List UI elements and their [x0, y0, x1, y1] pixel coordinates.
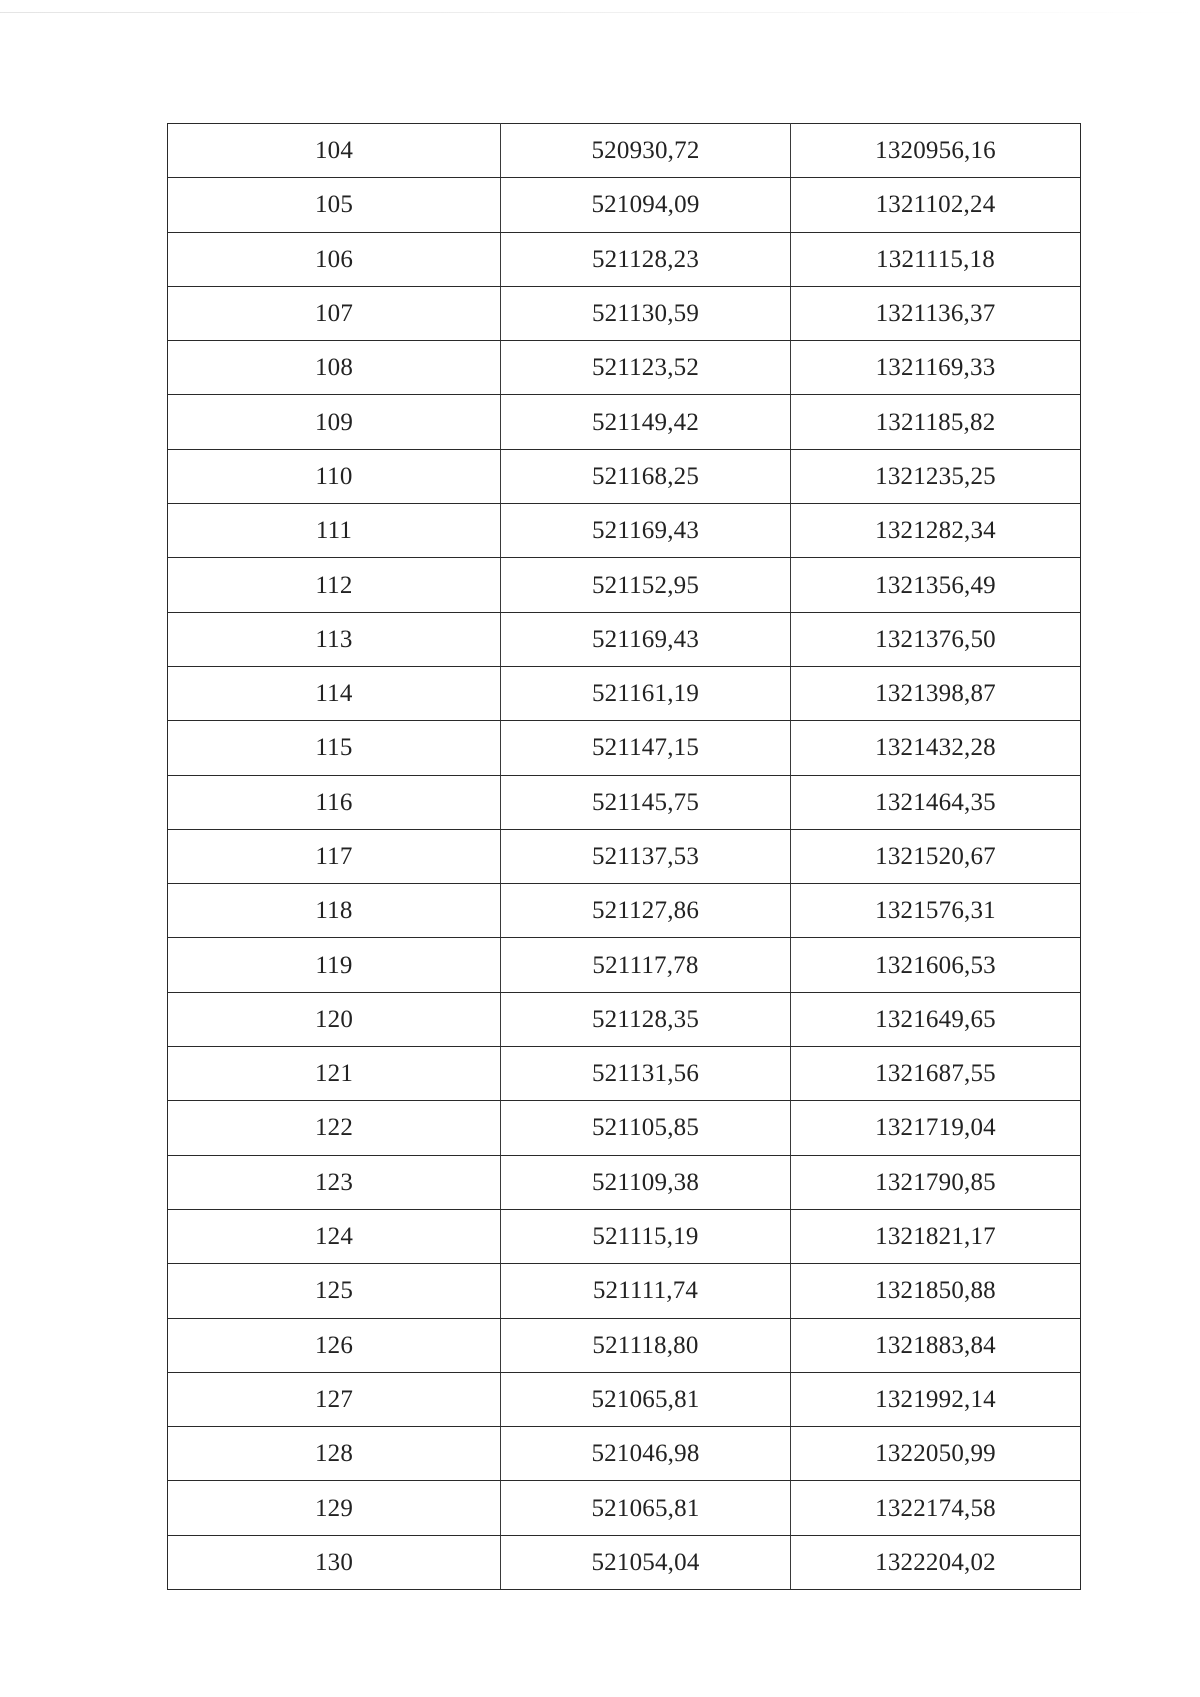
point-number-cell: 119 [168, 938, 501, 992]
point-number-cell: 118 [168, 884, 501, 938]
point-number-cell: 105 [168, 178, 501, 232]
x-coordinate-cell: 521111,74 [501, 1264, 791, 1318]
table-row [168, 178, 1081, 232]
x-coordinate-cell: 521145,75 [501, 775, 791, 829]
x-coordinate-cell: 521130,59 [501, 286, 791, 340]
point-number-cell: 123 [168, 1155, 501, 1209]
point-number-cell: 111 [168, 504, 501, 558]
y-coordinate-cell: 1322204,02 [791, 1535, 1081, 1589]
x-coordinate-cell: 521168,25 [501, 449, 791, 503]
coordinates-table-body [168, 124, 1081, 1590]
point-number-cell: 130 [168, 1535, 501, 1589]
x-coordinate-cell: 521169,43 [501, 612, 791, 666]
x-coordinate-cell: 521054,04 [501, 1535, 791, 1589]
table-row [168, 612, 1081, 666]
y-coordinate-cell: 1321850,88 [791, 1264, 1081, 1318]
y-coordinate-cell: 1321821,17 [791, 1209, 1081, 1263]
point-number-cell: 104 [168, 124, 501, 178]
table-row [168, 1427, 1081, 1481]
y-coordinate-cell: 1320956,16 [791, 124, 1081, 178]
point-number-cell: 114 [168, 666, 501, 720]
point-number-cell: 122 [168, 1101, 501, 1155]
table-row [168, 1155, 1081, 1209]
x-coordinate-cell: 521127,86 [501, 884, 791, 938]
point-number-cell: 124 [168, 1209, 501, 1263]
table-row [168, 666, 1081, 720]
y-coordinate-cell: 1321398,87 [791, 666, 1081, 720]
point-number-cell: 120 [168, 992, 501, 1046]
x-coordinate-cell: 521161,19 [501, 666, 791, 720]
table-row [168, 286, 1081, 340]
point-number-cell: 108 [168, 341, 501, 395]
y-coordinate-cell: 1321356,49 [791, 558, 1081, 612]
point-number-cell: 106 [168, 232, 501, 286]
scan-edge-line [0, 12, 1200, 13]
x-coordinate-cell: 521065,81 [501, 1372, 791, 1426]
x-coordinate-cell: 521147,15 [501, 721, 791, 775]
coordinates-table [167, 123, 1081, 1590]
point-number-cell: 125 [168, 1264, 501, 1318]
y-coordinate-cell: 1322050,99 [791, 1427, 1081, 1481]
table-row [168, 938, 1081, 992]
table-row [168, 124, 1081, 178]
table-row [168, 232, 1081, 286]
point-number-cell: 117 [168, 829, 501, 883]
x-coordinate-cell: 521065,81 [501, 1481, 791, 1535]
table-row [168, 1047, 1081, 1101]
x-coordinate-cell: 521115,19 [501, 1209, 791, 1263]
point-number-cell: 113 [168, 612, 501, 666]
point-number-cell: 107 [168, 286, 501, 340]
table-row [168, 829, 1081, 883]
x-coordinate-cell: 521118,80 [501, 1318, 791, 1372]
table-row [168, 504, 1081, 558]
y-coordinate-cell: 1321883,84 [791, 1318, 1081, 1372]
table-row [168, 775, 1081, 829]
point-number-cell: 115 [168, 721, 501, 775]
y-coordinate-cell: 1321235,25 [791, 449, 1081, 503]
y-coordinate-cell: 1321719,04 [791, 1101, 1081, 1155]
table-row [168, 1264, 1081, 1318]
table-row [168, 1535, 1081, 1589]
table-row [168, 1318, 1081, 1372]
point-number-cell: 116 [168, 775, 501, 829]
x-coordinate-cell: 520930,72 [501, 124, 791, 178]
y-coordinate-cell: 1321576,31 [791, 884, 1081, 938]
point-number-cell: 112 [168, 558, 501, 612]
table-row [168, 449, 1081, 503]
y-coordinate-cell: 1321520,67 [791, 829, 1081, 883]
y-coordinate-cell: 1321464,35 [791, 775, 1081, 829]
y-coordinate-cell: 1321115,18 [791, 232, 1081, 286]
point-number-cell: 109 [168, 395, 501, 449]
x-coordinate-cell: 521046,98 [501, 1427, 791, 1481]
point-number-cell: 110 [168, 449, 501, 503]
y-coordinate-cell: 1321169,33 [791, 341, 1081, 395]
x-coordinate-cell: 521149,42 [501, 395, 791, 449]
y-coordinate-cell: 1321687,55 [791, 1047, 1081, 1101]
table-row [168, 721, 1081, 775]
y-coordinate-cell: 1321102,24 [791, 178, 1081, 232]
x-coordinate-cell: 521109,38 [501, 1155, 791, 1209]
y-coordinate-cell: 1321790,85 [791, 1155, 1081, 1209]
table-row [168, 884, 1081, 938]
point-number-cell: 127 [168, 1372, 501, 1426]
x-coordinate-cell: 521123,52 [501, 341, 791, 395]
y-coordinate-cell: 1321376,50 [791, 612, 1081, 666]
y-coordinate-cell: 1321432,28 [791, 721, 1081, 775]
y-coordinate-cell: 1321282,34 [791, 504, 1081, 558]
table-row [168, 558, 1081, 612]
point-number-cell: 128 [168, 1427, 501, 1481]
table-row [168, 1101, 1081, 1155]
table-row [168, 1209, 1081, 1263]
x-coordinate-cell: 521128,23 [501, 232, 791, 286]
x-coordinate-cell: 521117,78 [501, 938, 791, 992]
table-row [168, 992, 1081, 1046]
table-row [168, 341, 1081, 395]
point-number-cell: 121 [168, 1047, 501, 1101]
x-coordinate-cell: 521137,53 [501, 829, 791, 883]
coordinates-table-container [167, 123, 1080, 1590]
table-row [168, 1481, 1081, 1535]
y-coordinate-cell: 1321185,82 [791, 395, 1081, 449]
x-coordinate-cell: 521105,85 [501, 1101, 791, 1155]
y-coordinate-cell: 1321992,14 [791, 1372, 1081, 1426]
x-coordinate-cell: 521169,43 [501, 504, 791, 558]
x-coordinate-cell: 521094,09 [501, 178, 791, 232]
table-row [168, 395, 1081, 449]
y-coordinate-cell: 1321649,65 [791, 992, 1081, 1046]
table-row [168, 1372, 1081, 1426]
point-number-cell: 129 [168, 1481, 501, 1535]
y-coordinate-cell: 1321606,53 [791, 938, 1081, 992]
x-coordinate-cell: 521152,95 [501, 558, 791, 612]
x-coordinate-cell: 521128,35 [501, 992, 791, 1046]
y-coordinate-cell: 1322174,58 [791, 1481, 1081, 1535]
y-coordinate-cell: 1321136,37 [791, 286, 1081, 340]
point-number-cell: 126 [168, 1318, 501, 1372]
x-coordinate-cell: 521131,56 [501, 1047, 791, 1101]
